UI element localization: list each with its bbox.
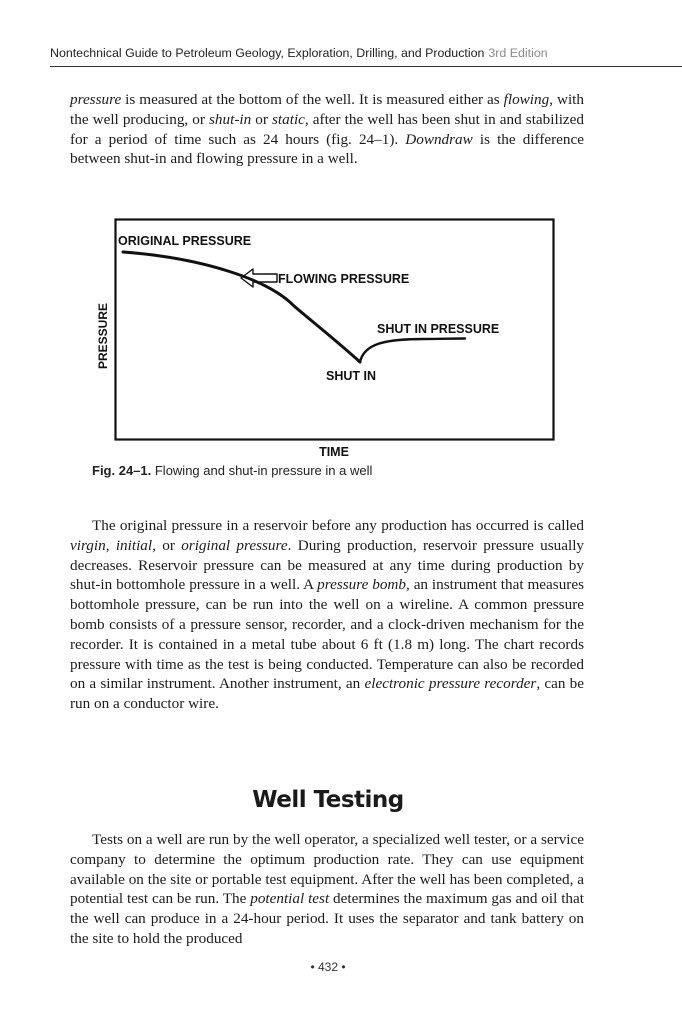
label-flowing-pressure: FLOWING PRESSURE	[278, 272, 410, 286]
term-potential-test: potential test	[250, 890, 330, 908]
pressure-diagram-svg	[94, 218, 564, 463]
label-shut-in: SHUT IN	[326, 369, 376, 383]
header-rule	[50, 66, 682, 67]
paragraph-pressure-definitions: pressure is measured at the bottom of the well. It is measured either as flowing, with the well producing, or shut-in or static, after the well has been shut in and stabilized for a period of time such as 24 hours (fig. 24–1). Downdraw is the difference between shut-in and flowing pressure in a well.	[70, 91, 585, 168]
paragraph-well-testing: Tests on a well are run by the well operator, a specialized well tester, or a service company to determine the optimum production rate. They can use equipment available on the site or portable test equipment. After the well has been completed, a potential test can be run. The potential test determines the maximum gas and oil that the well can produce in a 24-hour period. It uses the separator and tank battery on the site to hold the produced	[70, 831, 584, 947]
caption-label: Fig. 24–1.	[92, 463, 152, 478]
figure-pressure-diagram	[94, 218, 564, 463]
term-downdraw: Downdraw	[405, 130, 473, 148]
label-original-pressure: ORIGINAL PRESSURE	[118, 234, 252, 248]
edition-label: 3rd Edition	[488, 46, 548, 60]
figure-caption	[92, 463, 372, 478]
term-pressure-bomb: pressure bomb	[317, 576, 406, 594]
caption-text: Flowing and shut-in pressure in a well	[151, 463, 373, 478]
page-number: • 432 •	[310, 960, 346, 974]
term-pressure: pressure	[70, 91, 122, 108]
running-header	[50, 46, 682, 60]
label-shut-in-pressure: SHUT IN PRESSURE	[377, 322, 500, 336]
x-axis-label: TIME	[319, 445, 349, 459]
book-title: Nontechnical Guide to Petroleum Geology, Exploration, Drilling, and Production	[50, 46, 485, 60]
flowing-pressure-curve	[123, 252, 360, 362]
term-shut-in: shut-in	[209, 110, 252, 128]
y-axis-label: PRESSURE	[96, 302, 110, 369]
term-virgin: virgin	[70, 536, 106, 554]
shut-in-pressure-curve	[360, 339, 465, 363]
term-initial: initial	[115, 536, 153, 554]
term-original-pressure: original pressure	[181, 536, 288, 554]
term-flowing: flowing	[503, 91, 550, 108]
paragraph-original-pressure: The original pressure in a reservoir before any production has occurred is called virgin, initial, or original pressure. During production, reservoir pressure usually decreases. Reservoir pressure can be measured at any time during production by shut-in bottomhole pressure in a well. A pressure bomb, an instrument that measures bottomhole pressure, can be run into the well on a wireline. A common pressure bomb consists of a pressure sensor, recorder, and a clock-driven mechanism for the recorder. It is contained in a metal tube about 6 ft (1.8 m) long. The chart records pressure with time as the test is being conducted. Temperature can also be recorded on a similar instrument. Another instrument, an electronic pressure recorder, can be run on a conductor wire.	[70, 517, 585, 713]
section-heading: Well Testing	[252, 787, 404, 813]
term-electronic-pressure-recorder: electronic pressure recorder	[364, 675, 537, 693]
term-static: static	[272, 110, 305, 128]
